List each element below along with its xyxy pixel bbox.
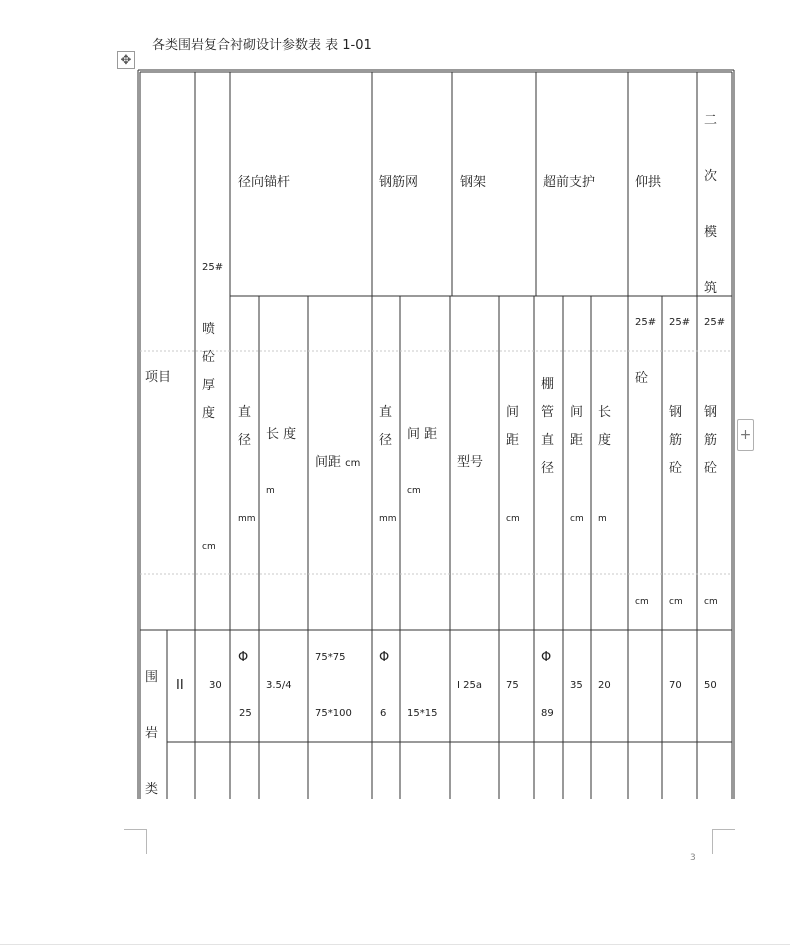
row-lining-rc: 50 (704, 680, 717, 691)
row-invert-rc: 70 (669, 680, 682, 691)
page-corner-right-mark (712, 829, 735, 854)
invert-unit-2: cm (669, 597, 683, 607)
bolt-spacing-label (315, 456, 360, 469)
row-rock-grade: II (176, 678, 184, 693)
lining-unit: cm (704, 597, 718, 607)
arch-model-label: 型号 (457, 455, 484, 470)
row-bolt-length: 3.5/4 (266, 680, 292, 691)
lining-rc-label: 钢筋砼 (704, 405, 718, 476)
invert-concrete-label: 砼 (635, 371, 649, 386)
advance-length-label: 长度 (598, 405, 612, 448)
row-arch-model: I 25a (457, 680, 482, 691)
mesh-diameter-label: 直径 (379, 405, 393, 448)
bolt-spacing-unit: cm (345, 458, 361, 469)
lining-grade: 25# (704, 317, 726, 328)
bolt-spacing-text: 间距 (315, 455, 342, 470)
header-invert: 仰拱 (635, 175, 662, 190)
row-bolt-phi: Φ (238, 650, 249, 665)
table-caption: 各类围岩复合衬砌设计参数表 表 1-01 (152, 38, 372, 53)
plus-icon: + (739, 427, 752, 443)
invert-rc-label: 钢筋砼 (669, 405, 683, 476)
row-pipe-phi: Φ (541, 650, 552, 665)
header-item: 项目 (145, 370, 172, 385)
bolt-length-label: 长 度 (266, 427, 297, 442)
invert-grade-1: 25# (635, 317, 657, 328)
advance-pipe-diameter-label: 棚管直径 (541, 377, 555, 476)
mesh-diameter-unit: mm (379, 514, 397, 524)
row-bolt-diameter: 25 (239, 708, 252, 719)
rock-class-label: 围岩类 (145, 670, 159, 797)
row-bolt-spacing-2: 75*100 (315, 708, 352, 719)
page-corner-left-mark (124, 829, 147, 854)
shotcrete-unit: cm (202, 542, 216, 552)
header-advance-support: 超前支护 (543, 175, 596, 190)
advance-spacing-unit: cm (570, 514, 584, 524)
advance-spacing-label: 间距 (570, 405, 584, 448)
advance-length-unit: m (598, 514, 607, 524)
header-rebar-mesh: 钢筋网 (379, 175, 419, 190)
page-number: 3 (690, 853, 696, 863)
arch-spacing-unit: cm (506, 514, 520, 524)
row-mesh-spacing: 15*15 (407, 708, 438, 719)
shotcrete-grade: 25# (202, 262, 224, 273)
page-bottom-edge (0, 944, 790, 945)
bolt-length-unit: m (266, 486, 275, 496)
row-mesh-phi: Φ (379, 650, 390, 665)
row-pipe-diameter: 89 (541, 708, 554, 719)
row-advance-length: 20 (598, 680, 611, 691)
add-column-button[interactable] (737, 419, 754, 451)
bolt-diameter-unit: mm (238, 514, 256, 524)
row-advance-spacing: 35 (570, 680, 583, 691)
invert-grade-2: 25# (669, 317, 691, 328)
shotcrete-label: 喷砼厚度 (202, 322, 216, 421)
bolt-diameter-label: 直径 (238, 405, 252, 448)
row-bolt-spacing-1: 75*75 (315, 652, 346, 663)
header-secondary-lining: 二次模筑 (704, 113, 718, 296)
move-arrows-icon: ✥ (120, 52, 132, 68)
header-radial-bolt: 径向锚杆 (238, 175, 291, 190)
invert-unit-1: cm (635, 597, 649, 607)
header-steel-arch: 钢架 (460, 175, 487, 190)
arch-spacing-label: 间距 (506, 405, 520, 448)
row-shotcrete: 30 (209, 680, 222, 691)
mesh-spacing-unit: cm (407, 486, 421, 496)
row-arch-spacing: 75 (506, 680, 519, 691)
row-mesh-diameter: 6 (380, 708, 387, 719)
mesh-spacing-label: 间 距 (407, 427, 438, 442)
